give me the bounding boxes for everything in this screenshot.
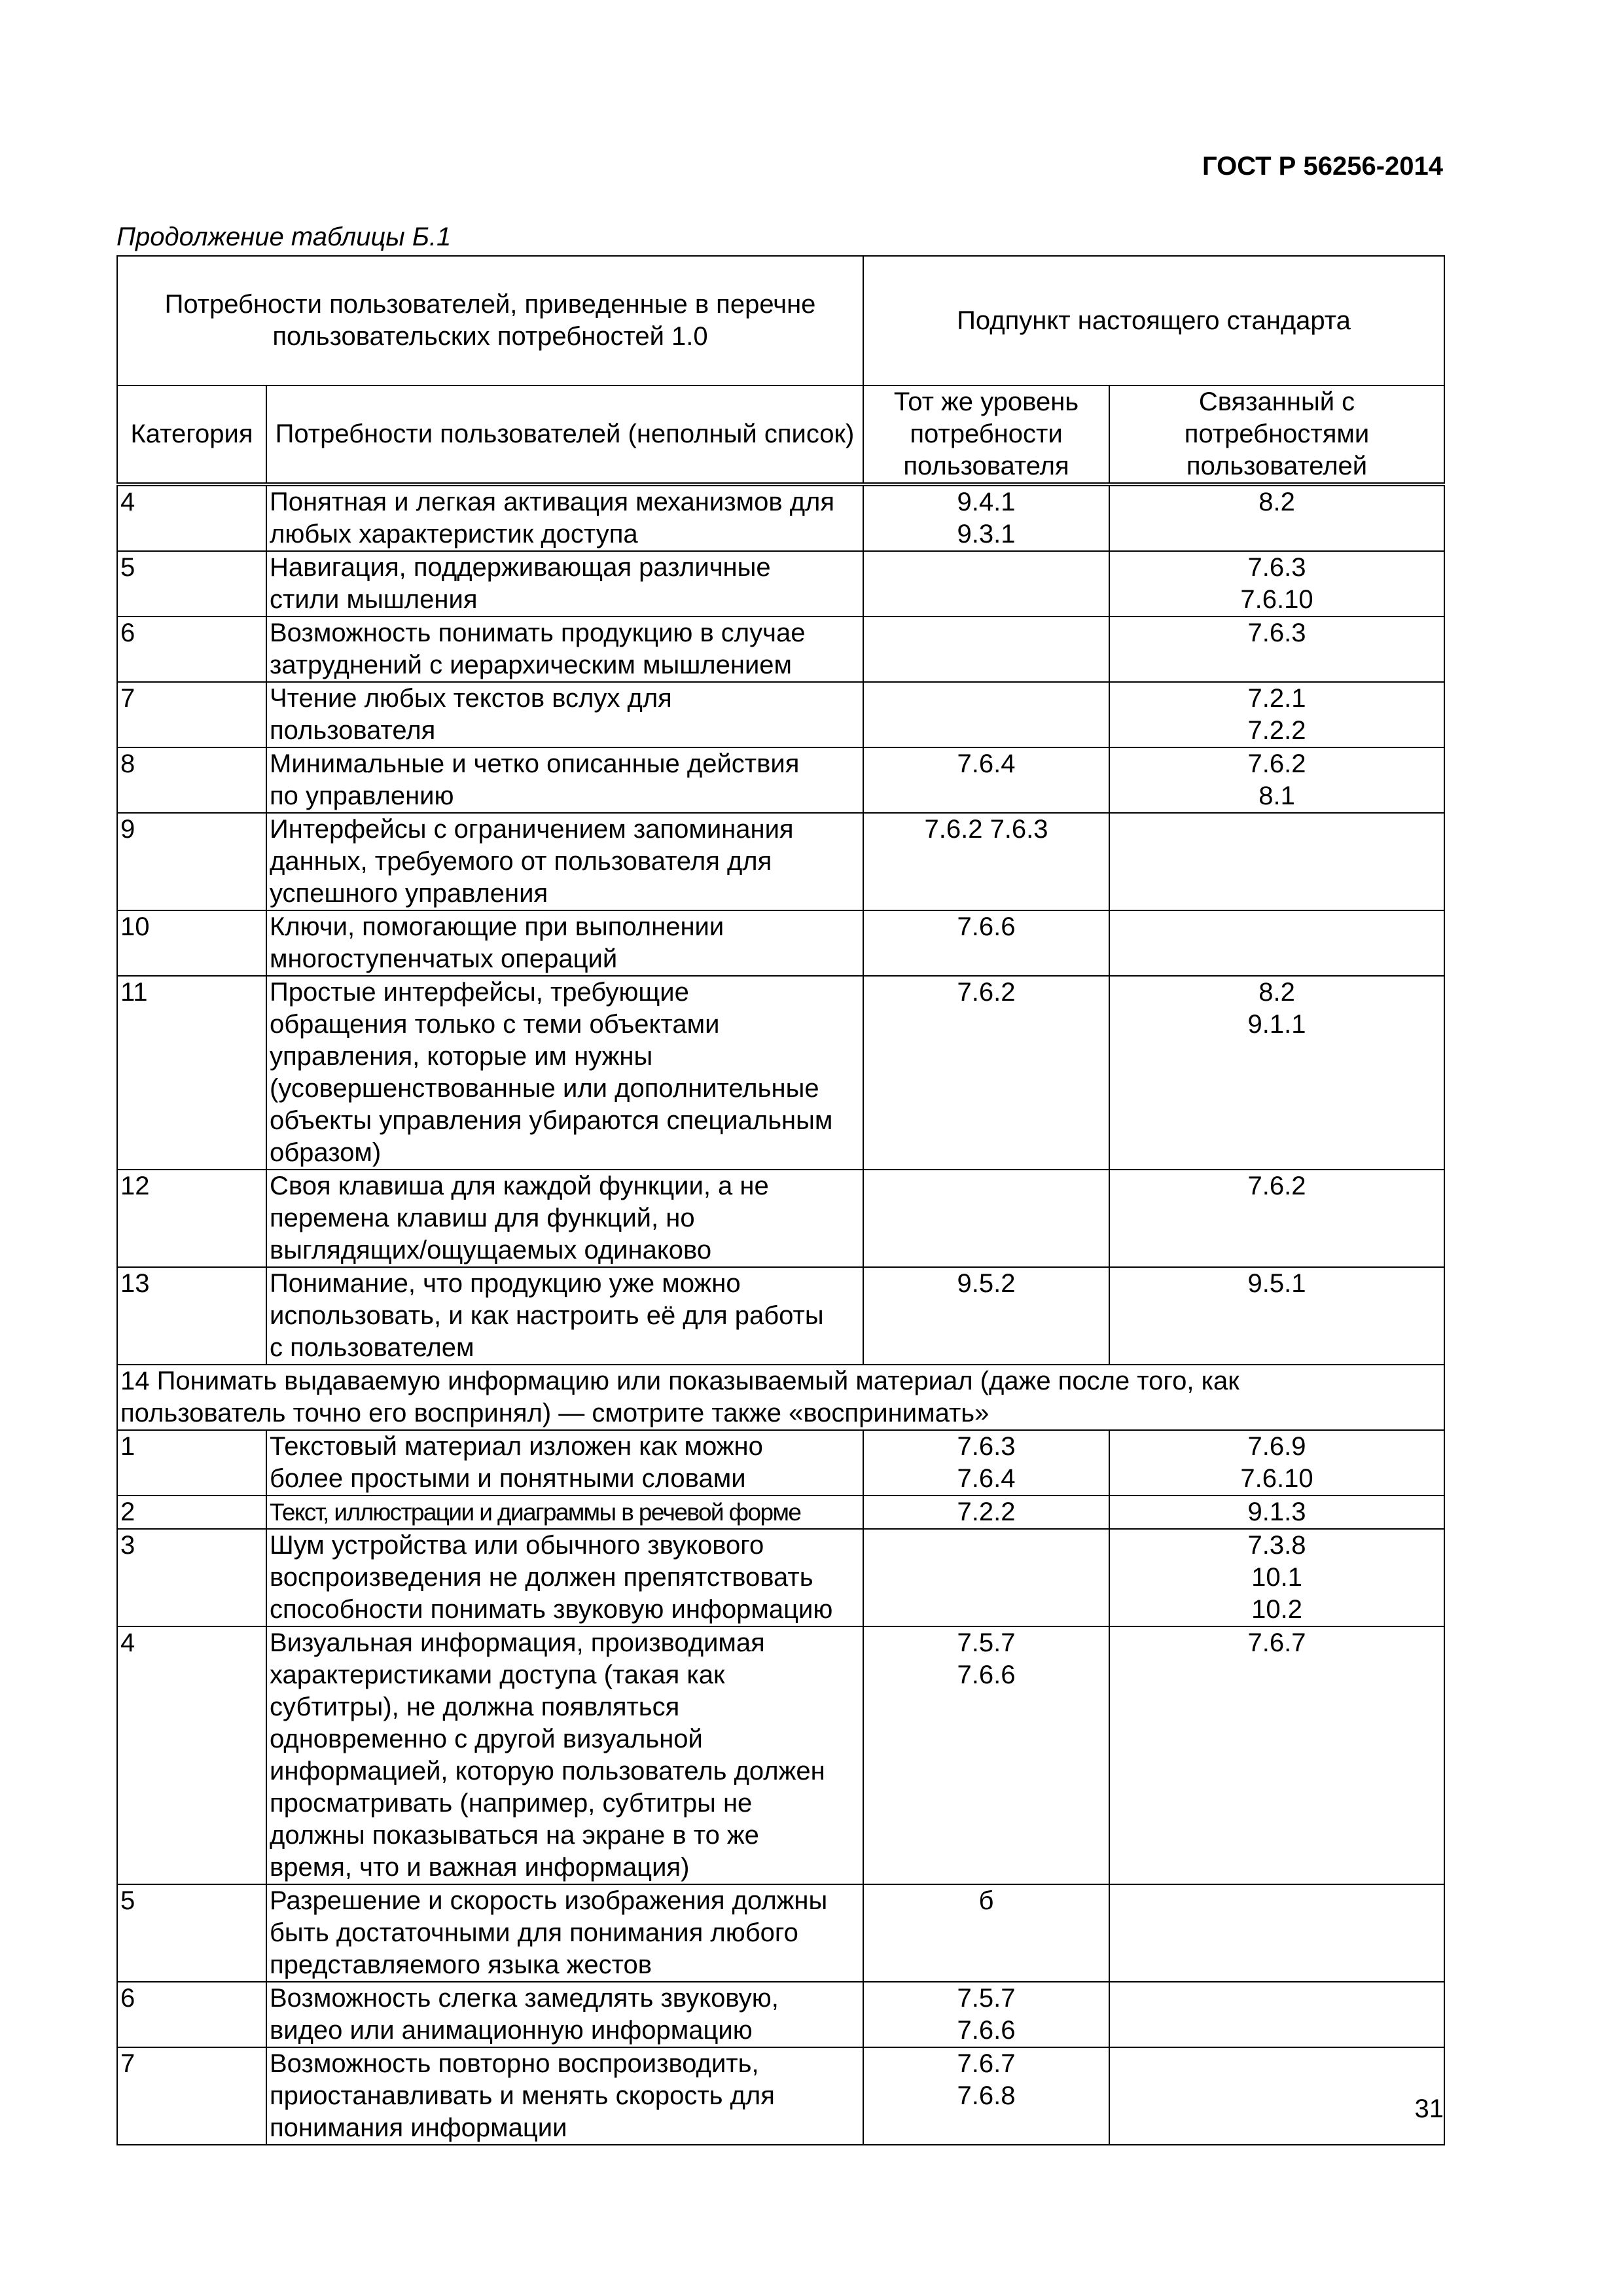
user-need-text-line: способности понимать звуковую информацию [270,1595,833,1624]
related-clauses-line: 7.2.1 [1247,684,1306,713]
table-row [117,1430,1444,1496]
table-row [117,747,1444,813]
user-need-text-line: просматривать (например, субтитры не [270,1789,753,1818]
related-clauses [1109,484,1444,551]
same-level-clauses-line: 7.2.2 [957,1498,1016,1526]
category-number: 1 [117,1430,266,1496]
related-clauses [1109,1529,1444,1626]
related-clauses-line: 10.2 [1251,1595,1302,1624]
same-level-clauses-line: 7.6.2 [957,978,1016,1007]
same-level-clauses [863,484,1109,551]
user-need-text-line: характеристиками доступа (такая как [270,1660,725,1689]
user-need-text-line: Понимание, что продукцию уже можно [270,1269,741,1298]
user-need-text-line: объекты управления убираются специальным [270,1106,833,1135]
user-need-text [266,1529,863,1626]
related-clauses-line: 7.6.10 [1240,1464,1313,1493]
same-level-clauses-line: 7.6.6 [957,1660,1016,1689]
related-clauses-line: 7.6.2 [1247,1172,1306,1200]
user-need-text [266,551,863,617]
user-need-text [266,976,863,1170]
user-need-text-line: стили мышления [270,585,478,614]
user-need-text [266,813,863,910]
same-level-clauses-line: 7.6.8 [957,2081,1016,2110]
related-clauses-line: 10.1 [1251,1563,1302,1592]
user-need-text-line: с пользователем [270,1333,474,1362]
header-user-needs-list: Потребности пользователей, приведенные в перечне пользовательских потребностей 1.0 [117,256,863,386]
related-clauses [1109,1626,1444,1884]
same-level-clauses [863,976,1109,1170]
user-need-text-line: Чтение любых текстов вслух для [270,684,672,713]
user-need-text-line: выглядящих/ощущаемых одинаково [270,1236,712,1265]
related-clauses [1109,682,1444,747]
user-need-text-line: Навигация, поддерживающая различные [270,553,771,582]
user-need-text-line: Разрешение и скорость изображения должны [270,1886,828,1915]
user-need-text-line: Возможность слегка замедлять звуковую, [270,1984,779,2013]
related-clauses-line: 9.1.3 [1247,1498,1306,1526]
category-number: 4 [117,1626,266,1884]
category-number: 6 [117,617,266,682]
user-need-text [266,1267,863,1365]
related-clauses-line: 7.6.3 [1247,619,1306,647]
user-need-text-line: (усовершенствованные или дополнительные [270,1074,819,1103]
related-clauses-line: 7.2.2 [1247,716,1306,745]
same-level-clauses-line: 7.6.6 [957,912,1016,941]
user-need-text-line: Понятная и легкая активация механизмов для [270,488,835,516]
user-need-text [266,2047,863,2145]
user-need-text [266,1430,863,1496]
table-row [117,617,1444,682]
user-need-text [266,747,863,813]
related-clauses [1109,910,1444,976]
category-number: 4 [117,484,266,551]
user-need-text-line: Возможность повторно воспроизводить, [270,2049,759,2078]
user-need-text-line: управления, которые им нужны [270,1042,653,1071]
user-need-text-line: пользователя [270,716,436,745]
user-need-text-line: Интерфейсы с ограничением запоминания [270,815,794,844]
related-clauses [1109,813,1444,910]
same-level-clauses [863,1430,1109,1496]
user-need-text-line: данных, требуемого от пользователя для [270,847,772,876]
related-clauses [1109,1430,1444,1496]
table-group-header [117,256,1444,386]
user-need-text [266,1496,863,1529]
user-need-text-line: понимания информации [270,2113,567,2142]
same-level-clauses [863,747,1109,813]
category-number: 8 [117,747,266,813]
related-clauses-line: 7.3.8 [1247,1531,1306,1560]
user-need-text [266,910,863,976]
table-row [117,1529,1444,1626]
user-need-text-line: видео или анимационную информацию [270,2016,753,2045]
table-row [117,910,1444,976]
user-need-text-line: многоступенчатых операций [270,944,618,973]
user-need-text-line: субтитры), не должна появляться [270,1693,680,1721]
page-number: 31 [1414,2094,1444,2123]
same-level-clauses-line: 9.5.2 [957,1269,1016,1298]
same-level-clauses-line: 7.5.7 [957,1628,1016,1657]
category-number: 5 [117,1884,266,1982]
related-clauses [1109,976,1444,1170]
user-need-text-line: Текстовый материал изложен как можно [270,1432,763,1461]
user-need-text [266,1982,863,2047]
category-number: 10 [117,910,266,976]
related-clauses-line: 8.2 [1258,978,1295,1007]
header-category: Категория [117,386,266,484]
user-need-text [266,1884,863,1982]
needs-table [116,255,1445,2145]
user-need-text [266,682,863,747]
category-number: 7 [117,682,266,747]
same-level-clauses [863,813,1109,910]
related-clauses [1109,1982,1444,2047]
same-level-clauses-line: 9.3.1 [957,520,1016,548]
table-caption: Продолжение таблицы Б.1 [116,223,452,251]
user-need-text [266,617,863,682]
user-need-text-line: более простыми и понятными словами [270,1464,746,1493]
table-row [117,682,1444,747]
table-row [117,2047,1444,2145]
related-clauses-line: 7.6.3 [1247,553,1306,582]
user-need-text-line: быть достаточными для понимания любого [270,1918,798,1947]
table-row [117,551,1444,617]
same-level-clauses-line: 7.6.7 [957,2049,1016,2078]
same-level-clauses-line: 7.6.4 [957,749,1016,778]
section-heading-line: пользователь точно его воспринял) — смотрите также «воспринимать» [120,1399,990,1427]
user-need-text-line: перемена клавиш для функций, но [270,1204,695,1232]
same-level-clauses-line: 7.6.2 7.6.3 [924,815,1048,844]
table-row [117,1170,1444,1267]
user-need-text-line: Простые интерфейсы, требующие [270,978,689,1007]
user-need-text-line: приостанавливать и менять скорость для [270,2081,775,2110]
related-clauses [1109,551,1444,617]
category-number: 3 [117,1529,266,1626]
document-code: ГОСТ Р 56256-2014 [1202,152,1443,181]
user-need-text-line: образом) [270,1138,382,1167]
user-need-text-line: по управлению [270,781,454,810]
related-clauses [1109,1884,1444,1982]
user-need-text-line: представляемого языка жестов [270,1950,652,1979]
related-clauses-line: 8.1 [1258,781,1295,810]
related-clauses-line: 9.5.1 [1247,1269,1306,1298]
related-clauses-line: 7.6.7 [1247,1628,1306,1657]
related-clauses [1109,747,1444,813]
same-level-clauses-line: 7.6.6 [957,2016,1016,2045]
related-clauses [1109,617,1444,682]
related-clauses-line: 9.1.1 [1247,1010,1306,1039]
table-row [117,1626,1444,1884]
same-level-clauses [863,1529,1109,1626]
table-row [117,1884,1444,1982]
user-need-text [266,484,863,551]
user-need-text-line: использовать, и как настроить её для работы [270,1301,824,1330]
section-heading [117,1365,1444,1430]
related-clauses-line: 7.6.9 [1247,1432,1306,1461]
table-row [117,484,1444,551]
related-clauses-line: 7.6.10 [1240,585,1313,614]
user-need-text-line: Шум устройства или обычного звукового [270,1531,764,1560]
category-number: 5 [117,551,266,617]
user-need-text-line: время, что и важная информация) [270,1853,690,1882]
same-level-clauses [863,1267,1109,1365]
same-level-clauses [863,910,1109,976]
category-number: 11 [117,976,266,1170]
user-need-text [266,1626,863,1884]
table-row [117,813,1444,910]
related-clauses-line: 7.6.2 [1247,749,1306,778]
user-need-text-line: Визуальная информация, производимая [270,1628,765,1657]
user-need-text-line: обращения только с теми объектами [270,1010,720,1039]
category-number: 7 [117,2047,266,2145]
table-column-header [117,386,1444,484]
same-level-clauses [863,1496,1109,1529]
user-need-text-line: Возможность понимать продукцию в случае [270,619,806,647]
same-level-clauses-line: 7.6.3 [957,1432,1016,1461]
same-level-clauses [863,2047,1109,2145]
user-need-text-line: Своя клавиша для каждой функции, а не [270,1172,769,1200]
header-same-level: Тот же уровень потребности пользователя [863,386,1109,484]
user-need-text-line: Ключи, помогающие при выполнении [270,912,724,941]
header-user-needs: Потребности пользователей (неполный список) [266,386,863,484]
header-standard-subclause: Подпункт настоящего стандарта [863,256,1444,386]
user-need-text-line: должны показываться на экране в то же [270,1821,759,1850]
same-level-clauses [863,1626,1109,1884]
section-heading-line: 14 Понимать выдаваемую информацию или показываемый материал (даже после того, как [120,1367,1240,1395]
user-need-text-line: Минимальные и четко описанные действия [270,749,800,778]
user-need-text-line: одновременно с другой визуальной [270,1725,703,1753]
user-need-text-line: информацией, которую пользователь должен [270,1757,825,1785]
category-number: 12 [117,1170,266,1267]
same-level-clauses [863,1884,1109,1982]
same-level-clauses [863,682,1109,747]
related-clauses-line: 8.2 [1258,488,1295,516]
category-number: 2 [117,1496,266,1529]
same-level-clauses [863,1170,1109,1267]
related-clauses [1109,1170,1444,1267]
category-number: 9 [117,813,266,910]
same-level-clauses-line: 7.5.7 [957,1984,1016,2013]
same-level-clauses-line: б [978,1886,994,1915]
same-level-clauses [863,1982,1109,2047]
same-level-clauses [863,551,1109,617]
user-need-text-line: любых характеристик доступа [270,520,638,548]
table-row [117,1267,1444,1365]
related-clauses [1109,1496,1444,1529]
user-need-text-line: Текст, иллюстрации и диаграммы в речевой форме [270,1499,801,1526]
table-row [117,976,1444,1170]
category-number: 6 [117,1982,266,2047]
category-number: 13 [117,1267,266,1365]
header-related: Связанный с потребностями пользователей [1109,386,1444,484]
same-level-clauses-line: 7.6.4 [957,1464,1016,1493]
related-clauses [1109,1267,1444,1365]
user-need-text-line: затруднений с иерархическим мышлением [270,651,793,679]
user-need-text-line: воспроизведения не должен препятствовать [270,1563,813,1592]
same-level-clauses-line: 9.4.1 [957,488,1016,516]
table-row [117,1982,1444,2047]
same-level-clauses [863,617,1109,682]
table-row [117,1496,1444,1529]
section-row-14 [117,1365,1444,1430]
user-need-text [266,1170,863,1267]
user-need-text-line: успешного управления [270,879,548,908]
